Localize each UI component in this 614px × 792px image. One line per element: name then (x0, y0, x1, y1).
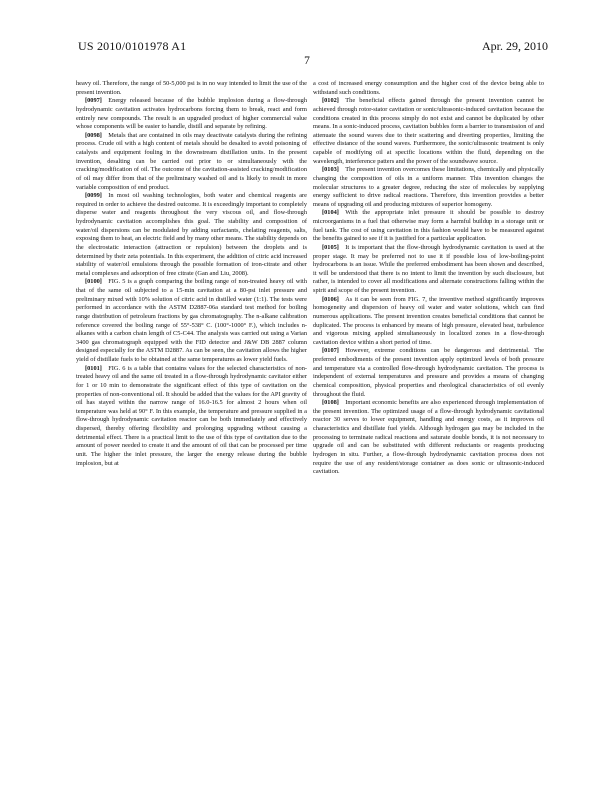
paragraph-number: [0108] (322, 399, 339, 407)
publication-date: Apr. 29, 2010 (482, 39, 548, 53)
page-header (78, 39, 548, 53)
paragraph-text: The beneficial effects gained through the present invention cannot be achieved through rotor-stator cavitation or sonic/ultrasonic-induced cavitation because the conditions created in this process simply do not exist and cannot be duplicated by other means. In a sonic-induced process, cavitation bubbles form a barrier to transmission of and attenuate the sound waves due to their scattering and diverting properties, limiting the effective distance of the sound waves. Furthermore, the sonic/ultrasonic treatment is only capable of modifying oil at specific locations within the fluid, depending on the wavelength, interference patters and the power of the soundwave source. (313, 97, 544, 165)
paragraph-number: [0106] (322, 295, 339, 303)
paragraph-text: Energy released because of the bubble implosion during a flow-through hydrodynamic cavitation activates hydrocarbons forcing them to break, react and form entirely new compounds. The result is an upgraded product of higher commercial value whose components will be easier to handle, distill and separate by refining. (76, 97, 307, 131)
paragraph-text: However, extreme conditions can be dangerous and detrimental. The preferred embodiments of the present invention apply optimized levels of both pressure and temperature via a controlled flow-through hydrodynamic cavitation. The process is independent of external temperatures and pressure and provides a means of changing chemical composition, physical properties and rheological characteristics of oil evenly throughout the fluid. (313, 347, 544, 398)
right-column (313, 80, 544, 477)
paragraph-text: With the appropriate inlet pressure it should be possible to destroy microorganisms in a fuel that otherwise may form a harmful buildup in a storage unit or fuel tank. The cost of using cavitation in this fashion would have to be measured against the benefits gained to see if it is justified for a particular application. (313, 209, 544, 243)
paragraph-text: As it can be seen from FIG. 7, the inventive method significantly improves homogeneity and dispersion of heavy oil water and water solutions, which can find numerous applications. The present invention creates beneficial conditions that cannot be duplicated. The process is enhanced by means of high pressure, elevated heat, turbulence and vigorous mixing applied simultaneously in localized zones in a flow-through cavitation device within a short period of time. (313, 295, 544, 346)
paragraph (313, 244, 544, 296)
paragraph-text: In most oil washing technologies, both water and chemical reagents are required in order to achieve the desired outcome. It is exceedingly important to completely disperse water and reagents throughout the very viscous oil, and flow-through hydrodynamic cavitation accomplishes this goal. The stability and composition of water/oil dispersions can be modulated by adding surfactants, chelating reagents, salts, exposing them to heat, an electric field and by many other means. The stability depends on the electrostatic interaction (attraction or repulsion) between the droplets and is determined by their zeta potentials. In this experiment, the addition of citric acid increased stability of water/oil emulsions through the possible formation of iron-citrate and other metal complexes and adsorption of free citrate (Gan and Liu, 2008). (76, 192, 307, 277)
publication-number: US 2010/0101978 A1 (78, 39, 187, 53)
paragraph (313, 296, 544, 348)
paragraph-text: Important economic benefits are also experienced through implementation of the present invention. The optimized usage of a flow-through hydrodynamic cavitational reactor 30 serves to lower equipment, handling and energy costs, as it improves oil characteristics and distillate fuel yields. Although hydrogen gas may be included in the processing to terminate radical reactions and saturate double bonds, it is not necessary to upgrade oil and can be substituted with different reductants or reagents producing hydrogen in situ. Further, a flow-through hydrodynamic cavitation process does not require the use of any resident/storage container as does sonic or ultrasonic-induced cavitation. (313, 399, 544, 476)
page-number: 7 (304, 55, 310, 67)
paragraph (313, 80, 544, 97)
paragraph-number: [0097] (85, 97, 102, 105)
paragraph (76, 365, 307, 469)
left-column (76, 80, 307, 468)
paragraph (76, 80, 307, 97)
paragraph-text: a cost of increased energy consumption and the higher cost of the device being able to withstand such conditions. (313, 80, 544, 96)
paragraph (76, 132, 307, 192)
paragraph-number: [0101] (85, 364, 102, 372)
paragraph (76, 192, 307, 278)
paragraph-text: FIG. 5 is a graph comparing the boiling range of non-treated heavy oil with that of the same oil subjected to a 15-min cavitation at a 80-psi inlet pressure and preliminary mixed with 10% solution of citric acid in distilled water (1:1). The tests were performed in accordance with the ASTM D2887-06a standard test method for boiling range distribution of petroleum fractions by gas chromatography. The n-alkane calibration reference covered the boiling range of 55°-538° C. (100°-1000° F.), which includes n-alkanes with a carbon chain length of C5-C44. The analysis was carried out using a Varian 3400 gas chromatograph equipped with the FID detector and J&W DB 2887 column designed especially for the ASTM D2887. As can be seen, the cavitation allows the higher yield of distillate fuels to be obtained at the same temperatures as lower yield fuels. (76, 278, 307, 363)
paragraph-text: The present invention overcomes these limitations, chemically and physically changing the composition of oils in a uniform manner. This invention changes the molecular structures to a greater degree, reducing the size of molecules by supplying energy sufficient to drive radical reactions. Therefore, this invention provides a better means of upgrading oil and producing mixtures of superior homogeny. (313, 166, 544, 208)
paragraph-text: It is important that the flow-through hydrodynamic cavitation is used at the proper stage. It may be preferred not to use it if possible loss of low-boiling-point hydrocarbons is an issue. While the preferred embodiment has been shown and described, it will be understood that there is no intent to limit the invention by such disclosure, but rather, is intended to cover all modifications and alternate constructions falling within the spirit and scope of the present invention. (313, 243, 544, 294)
paragraph-number: [0102] (322, 97, 339, 105)
paragraph (76, 278, 307, 364)
paragraph (76, 97, 307, 132)
paragraph-text: heavy oil. Therefore, the range of 50-5,000 psi is in no way intended to limit the use of the present invention. (76, 80, 307, 96)
paragraph-number: [0107] (322, 347, 339, 355)
paragraph-number: [0100] (85, 278, 102, 286)
paragraph (313, 399, 544, 477)
paragraph (313, 97, 544, 166)
paragraph-number: [0099] (85, 192, 102, 200)
paragraph-number: [0103] (322, 166, 339, 174)
paragraph (313, 347, 544, 399)
paragraph (313, 209, 544, 244)
paragraph (313, 166, 544, 209)
paragraph-text: FIG. 6 is a table that contains values for the selected characteristics of non-treated heavy oil and the same oil treated in a flow-through hydrodynamic cavitator either for 1 or 10 min to demonstrate the significant effect of this type of cavitation on the properties of non-conventional oil. It should be added that the values for the API gravity of oil has stayed within the narrow range of 16.0-16.5 for almost 2 hours when oil temperature was held at 90° F. In this example, the temperature and pressure supplied in a flow-through hydrodynamic cavitation reactor can be both immediately and effectively dispersed, thereby offering flexibility and prolonging upgrading without causing a detrimental effect. There is a practical limit to the use of this type of cavitation due to the amount of power needed to create it and the amount of oil that can be processed per time unit. The higher the inlet pressure, the larger the energy release during the bubble implosion, but at (76, 364, 307, 467)
paragraph-number: [0104] (322, 209, 339, 217)
paragraph-number: [0105] (322, 243, 339, 251)
paragraph-number: [0098] (85, 131, 102, 139)
paragraph-text: Metals that are contained in oils may deactivate catalysts during the refining process. Crude oil with a high content of metals should be desalted to avoid poisoning of catalysts and equipment fouling in the downstream distillation units. In the present invention, desalting can be carried out prior to or simultaneously with the cracking/modification of oil. The outcome of the cavitation-assisted cracking/modification of oil may differ from that of the preliminary washed oil and is likely to result in more variable composition of end product. (76, 131, 307, 191)
